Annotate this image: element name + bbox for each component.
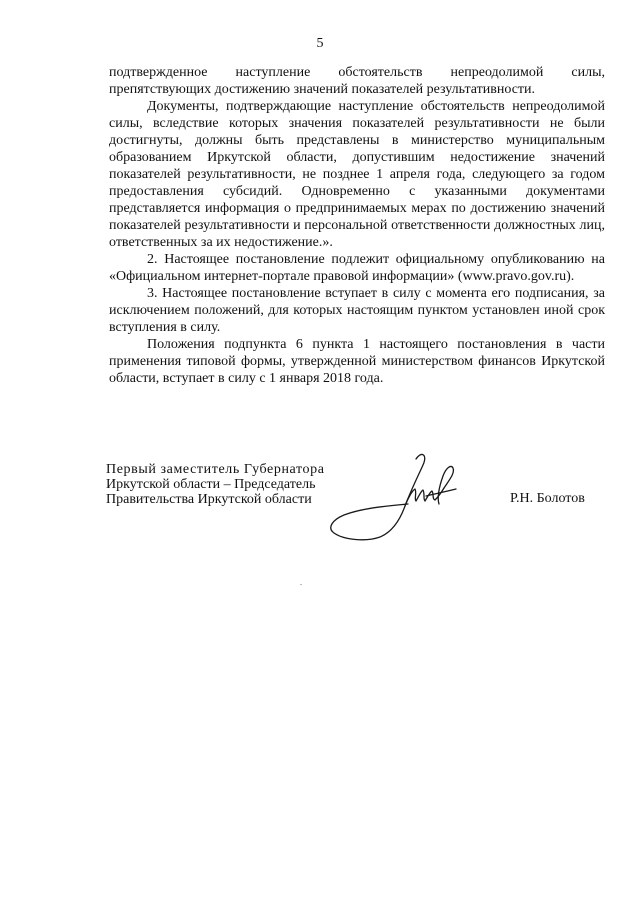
paragraph-provisions: Положения подпункта 6 пункта 1 настоящего постановления в части применения типовой формы, утвержденной министерством финансов Иркутской области, вступает в силу с 1 января 2018 года.	[109, 337, 605, 386]
handwritten-signature	[322, 446, 472, 546]
signatory-title-line-2: Иркутской области – Председатель	[106, 477, 316, 492]
paragraph-publication: 2. Настоящее постановление подлежит официальному опубликованию на «Официальном интернет-портале правовой информации» (www.pravo.gov.ru).	[109, 252, 605, 284]
paragraph-documents: Документы, подтверждающие наступление обстоятельств непреодолимой силы, вследствие которых значения показателей результативности не были достигнуты, должны быть представлены в министерство муниципальным образованием Иркутской области, допустившим недостижение значений показателей результативности, не позднее 1 апреля года, следующего за годом предоставления субсидий. Одновременно с указанными документами представляется информация о предпринимаемых мерах по достижению значений показателей результативности и персональной ответственности должностных лиц, ответственных за их недостижение.».	[109, 99, 605, 250]
scan-speck	[300, 584, 302, 585]
signatory-title	[106, 462, 346, 507]
signatory-title-line-3: Правительства Иркутской области	[106, 492, 312, 507]
document-body	[109, 64, 605, 387]
page-number: 5	[316, 36, 324, 51]
signer-name: Р.Н. Болотов	[510, 491, 585, 506]
paragraph-effective-date: 3. Настоящее постановление вступает в силу с момента его подписания, за исключением положений, для которых настоящим пунктом установлен иной срок вступления в силу.	[109, 286, 605, 335]
paragraph-continuation: подтвержденное наступление обстоятельств непреодолимой силы, препятствующих достижению значений показателей результативности.	[109, 65, 605, 97]
signatory-title-line-1: Первый заместитель Губернатора	[106, 462, 325, 477]
